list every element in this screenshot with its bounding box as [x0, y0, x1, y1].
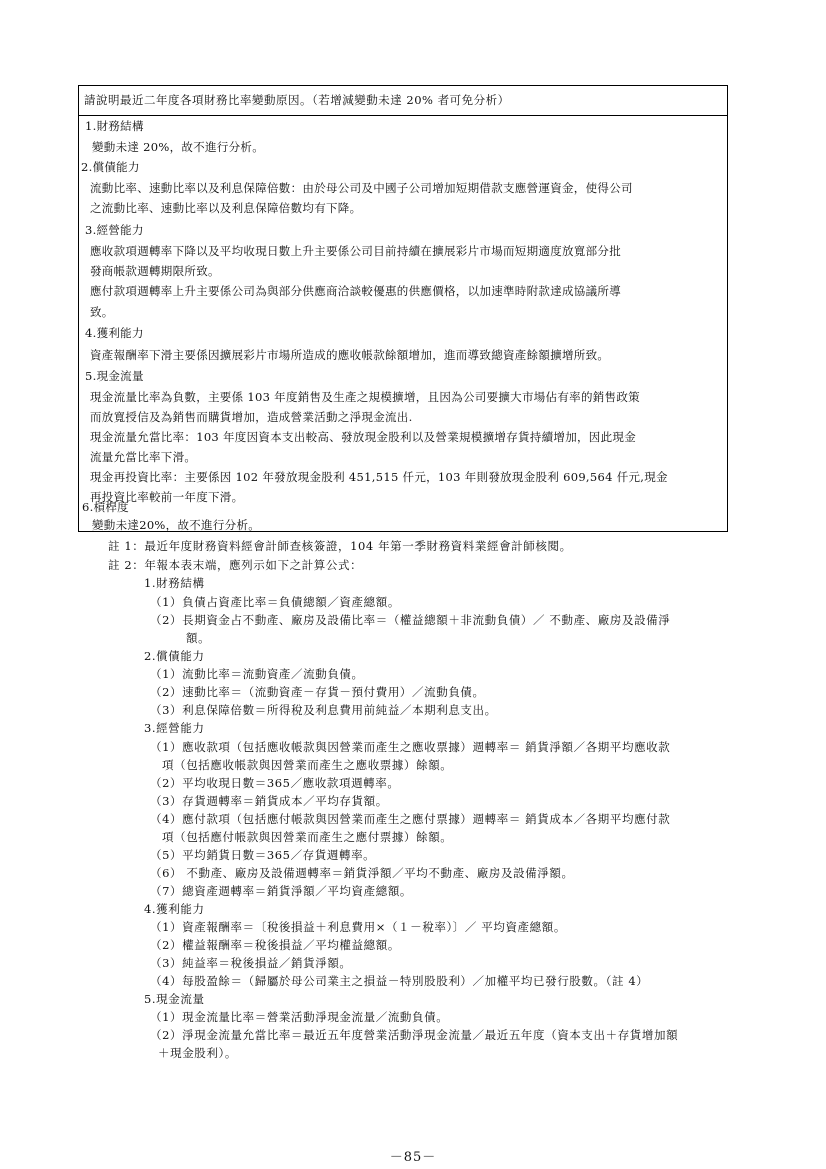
page-number: －85－	[389, 1150, 437, 1165]
formula: （2）長期資金占不動產、廠房及設備比率＝（權益總額＋非流動負債）／ 不動產、廠房及設備淨	[150, 613, 671, 627]
formula: （1）負債占資產比率＝負債總額／資產總額。	[150, 595, 400, 609]
section-text: 流動比率、速動比率以及利息保障倍數：由於母公司及中國子公司增加短期借款支應營運資金，使得公司	[90, 181, 633, 195]
formula: （2）平均收現日數＝365／應收款項週轉率。	[150, 776, 400, 790]
formula: （6） 不動產、廠房及設備週轉率＝銷貨淨額／平均不動產、廠房及設備淨額。	[150, 866, 574, 880]
formula: 項（包括應付帳款與因營業而產生之應付票據）餘額。	[162, 830, 453, 844]
formula: （2）淨現金流量允當比率＝最近五年度營業活動淨現金流量／最近五年度（資本支出＋存貨增加額	[150, 1028, 679, 1042]
formula-heading: 5.現金流量	[144, 992, 205, 1006]
formula: （3）利息保障倍數＝所得稅及利息費用前純益／本期利息支出。	[150, 703, 497, 717]
section-heading: 5.現金流量	[85, 369, 144, 383]
section-heading: 1.財務結構	[85, 119, 144, 133]
section-text: 現金流量允當比率：103 年度因資本支出較高、發放現金股利以及營業規模擴增存貨持續增加，因此現金	[90, 430, 636, 444]
formula-heading: 3.經營能力	[144, 721, 205, 735]
formula: （3）存貨週轉率＝銷貨成本／平均存貨額。	[150, 794, 388, 808]
formula: （1）流動比率＝流動資產／流動負債。	[150, 667, 364, 681]
section-heading: 2.償債能力	[81, 160, 140, 174]
section-text: 致。	[90, 305, 114, 319]
section-text: 而放寬授信及為銷售而購貨增加，造成營業活動之淨現金流出.	[90, 410, 413, 424]
formula: （1）應收款項（包括應收帳款與因營業而產生之應收票據）週轉率＝ 銷貨淨額／各期平均應收款	[150, 740, 671, 754]
section-text: 發商帳款週轉期限所致。	[90, 264, 220, 278]
formula: （2）速動比率＝（流動資產－存貨－預付費用）／流動負債。	[150, 685, 485, 699]
section-text: 現金流量比率為負數，主要係 103 年度銷售及生產之規模擴增，且因為公司要擴大市場佔有率的銷售政策	[90, 390, 640, 404]
section-heading: 4.獲利能力	[85, 326, 144, 340]
formula: （1）資產報酬率＝〔稅後損益＋利息費用×（１－稅率）〕／ 平均資產總額。	[150, 920, 566, 934]
formula: （3）純益率＝稅後損益／銷貨淨額。	[150, 956, 352, 970]
formula: 額。	[186, 631, 211, 645]
section-text: 變動未達 20%，故不進行分析。	[92, 140, 265, 154]
formula-heading: 1.財務結構	[144, 576, 205, 590]
section-text: 流量允當比率下滑。	[90, 450, 197, 464]
section-heading: 6.槓桿度	[82, 500, 129, 514]
formula: ＋現金股利）。	[158, 1046, 237, 1060]
section-text: 應收款項週轉率下降以及平均收現日數上升主要係公司目前持續在擴展彩片市場而短期適度放寬部分批	[90, 244, 621, 258]
section-heading: 3.經營能力	[85, 223, 144, 237]
formula-heading: 2.償債能力	[144, 649, 205, 663]
section-text: 之流動比率、速動比率以及利息保障倍數均有下降。	[90, 201, 362, 215]
analysis-box-title: 請說明最近二年度各項財務比率變動原因。（若增減變動未達 20% 者可免分析）	[79, 86, 727, 116]
note: 註 2：年報本表末端，應列示如下之計算公式：	[108, 558, 363, 572]
section-text: 再投資比率較前一年度下滑。	[90, 490, 244, 504]
formula: （2）權益報酬率＝稅後損益／平均權益總額。	[150, 938, 400, 952]
section-text: 變動未達20%，故不進行分析。	[92, 518, 261, 532]
analysis-box	[78, 85, 728, 532]
formula: （7）總資產週轉率＝銷貨淨額／平均資產總額。	[150, 884, 413, 898]
section-text: 應付款項週轉率上升主要係公司為與部分供應商洽談較優惠的供應價格，以加速準時附款達成協議所導	[90, 284, 621, 298]
formula-heading: 4.獲利能力	[144, 902, 205, 916]
formula: （4）每股盈餘＝（歸屬於母公司業主之損益－特別股股利）／加權平均已發行股數。（註 4）	[150, 974, 649, 988]
formula: （4）應付款項（包括應付帳款與因營業而產生之應付票據）週轉率＝ 銷貨成本／各期平均應付款	[150, 812, 671, 826]
note: 註 1：最近年度財務資料經會計師查核簽證，104 年第一季財務資料業經會計師核閱。	[108, 539, 572, 553]
formula: 項（包括應收帳款與因營業而產生之應收票據）餘額。	[162, 758, 453, 772]
section-text: 資產報酬率下滑主要係因擴展彩片市場所造成的應收帳款餘額增加，進而導致總資產餘額擴增所致。	[90, 348, 610, 362]
section-text: 現金再投資比率：主要係因 102 年發放現金股利 451,515 仟元，103 年則發放現金股利 609,564 仟元,現金	[90, 470, 668, 484]
formula: （5）平均銷貨日數＝365／存貨週轉率。	[150, 848, 376, 862]
formula: （1）現金流量比率＝營業活動淨現金流量／流動負債。	[150, 1010, 449, 1024]
